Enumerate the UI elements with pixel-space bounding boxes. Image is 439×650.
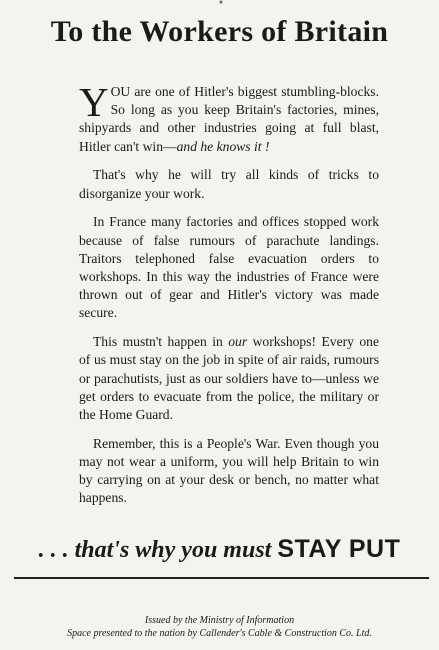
paragraph-4 — [79, 333, 379, 424]
paragraph-3: In France many factories and offices stopped work because of false rumours of parachute landings. Traitors telephoned false evacuation orders to workshops. In this way the industries of France were thrown out of gear and Hitler's victory was made secure. — [79, 214, 379, 321]
tagline-lead: . . . that's why you must — [38, 537, 278, 563]
drop-cap: Y — [79, 79, 109, 125]
footer-sponsor: Space presented to the nation by Callender's Cable & Construction Co. Ltd. — [67, 628, 372, 639]
footer — [0, 614, 439, 640]
tagline-emphasis: STAY PUT — [277, 535, 401, 563]
paragraph-1-text: OU are one of Hitler's biggest stumbling-blocks. So long as you keep Britain's factories, mines, shipyards and other industries going at full blast, Hitler can't win— — [79, 84, 379, 154]
paragraph-2: That's why he will try all kinds of tricks to disorganize your work. — [79, 167, 379, 201]
paragraph-5: Remember, this is a People's War. Even though you may not wear a uniform, you will help Britain to win by carrying on at your desk or bench, no matter what happens. — [79, 435, 379, 506]
divider-rule — [14, 577, 429, 579]
paragraph-4-end: workshops! Every one of us must stay on the job in spite of air raids, rumours or parachutists, just as our soldiers have to—unless we get orders to evacuate from the police, the military or the Home Guard. — [79, 334, 379, 423]
tagline — [0, 534, 439, 565]
paragraph-1-emphasis: and he knows it ! — [176, 138, 270, 154]
paragraph-4-start: This mustn't happen in — [93, 334, 229, 350]
footer-issuer: Issued by the Ministry of Information — [144, 615, 295, 626]
paragraph-1 — [79, 79, 379, 156]
body-text — [79, 79, 379, 518]
top-mark: ★ — [218, 0, 224, 6]
headline: To the Workers of Britain — [50, 15, 389, 48]
paragraph-4-emphasis: our — [228, 334, 248, 350]
